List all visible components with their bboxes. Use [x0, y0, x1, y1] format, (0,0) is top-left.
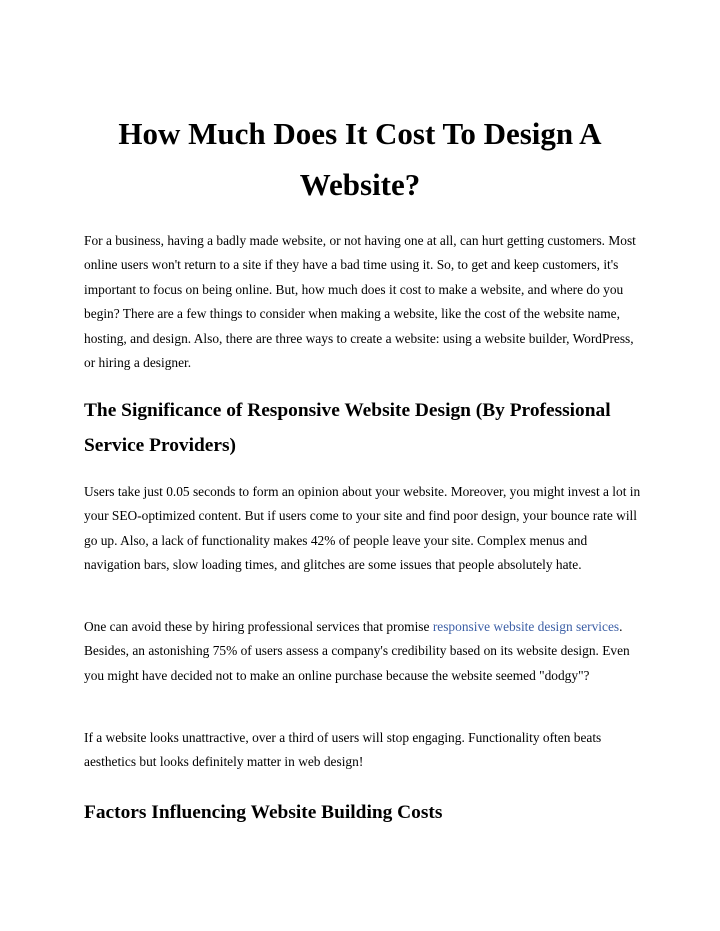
- intro-paragraph: For a business, having a badly made website, or not having one at all, can hurt getting customers. Most online users won't return to a site if they have a bad time using it. So, to get and keep customers, it's important to focus on being online. But, how much does it cost to make a website, and where do you begin? There are a few things to consider when making a website, like the cost of the website name, hosting, and design. Also, there are three ways to create a website: using a website builder, WordPress, or hiring a designer.: [84, 233, 636, 371]
- paragraph-professional-services: [84, 615, 644, 688]
- paragraph-text-before-link: One can avoid these by hiring professional services that promise: [84, 619, 433, 634]
- paragraph-first-impression: Users take just 0.05 seconds to form an opinion about your website. Moreover, you might invest a lot in your SEO-optimized content. But if users come to your site and find poor design, your bounce rate will go up. Also, a lack of functionality makes 42% of people leave your site. Complex menus and navigation bars, slow loading times, and glitches are some issues that people absolutely hate.: [84, 484, 641, 573]
- paragraph-aesthetics: If a website looks unattractive, over a third of users will stop engaging. Functionality often beats aesthetics but looks definitely matter in web design!: [84, 730, 602, 770]
- responsive-design-services-link[interactable]: responsive website design services: [432, 619, 620, 634]
- section-heading-cost-factors: Factors Influencing Website Building Costs: [84, 802, 443, 823]
- section-heading-responsive-design: The Significance of Responsive Website Design (By Professional Service Providers): [84, 400, 611, 456]
- page-title: How Much Does It Cost To Design A Website?: [118, 116, 602, 202]
- paragraph-text-after-link: . Besides, an astonishing 75% of users assess a company's credibility based on its website design. Even you might have decided not to make an online purchase because the website seemed "dodgy"?: [84, 619, 630, 683]
